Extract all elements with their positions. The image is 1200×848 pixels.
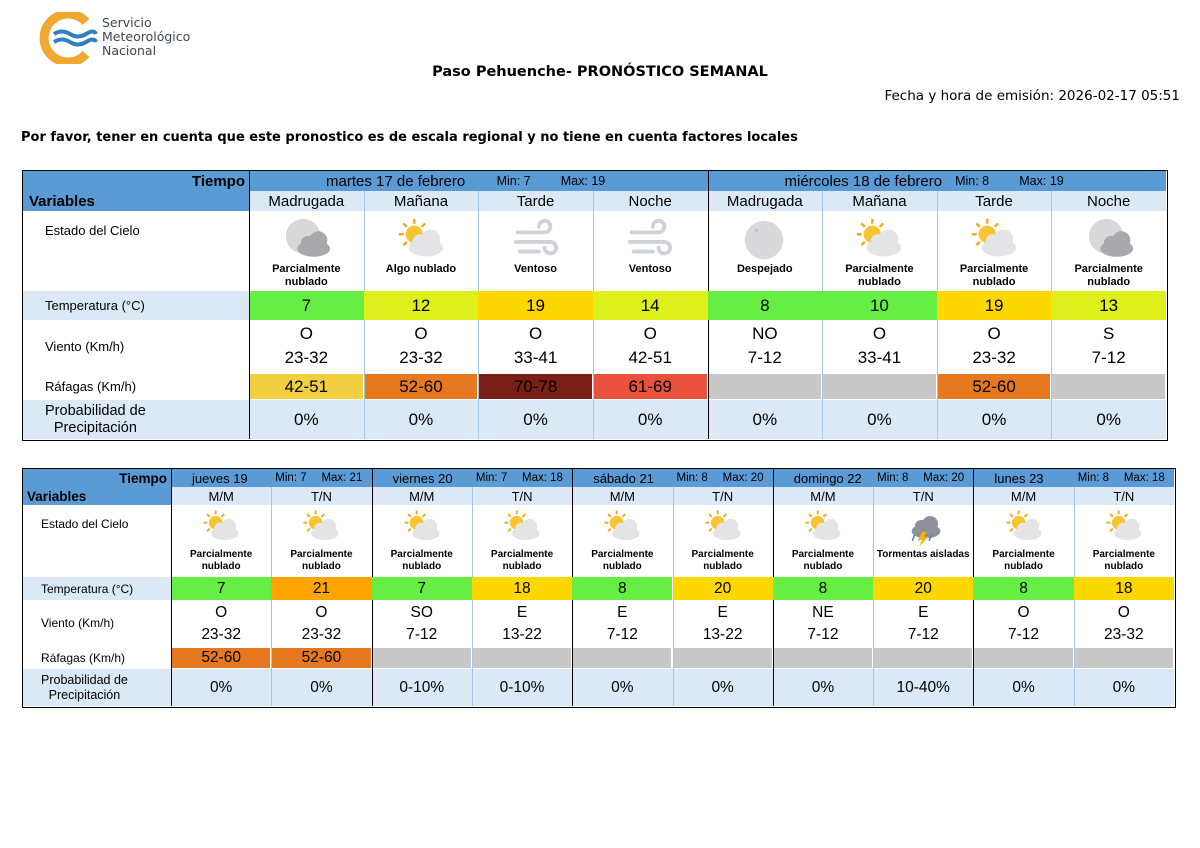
day-name: domingo 22 — [793, 470, 862, 486]
sky-cell — [773, 505, 873, 577]
temperature-value: 21 — [271, 577, 371, 600]
smn-logo — [36, 12, 226, 64]
temperature-value: 8 — [973, 577, 1073, 600]
wind-direction: O — [299, 324, 313, 343]
prob-label-line1: Probabilidad de — [41, 673, 128, 688]
variables-label: Variables — [27, 488, 87, 504]
prob-label-line1: Probabilidad de — [45, 402, 146, 419]
day-min-label: Min: 7 — [275, 472, 307, 484]
precipitation-probability: 0% — [711, 678, 734, 696]
wind-speed: 42-51 — [628, 348, 672, 367]
wind-speed: 13-22 — [502, 626, 542, 643]
gust-value — [373, 648, 471, 668]
sun-cloud-icon — [397, 217, 445, 265]
sky-icon-wrap — [1074, 509, 1174, 547]
sky-cell — [1074, 505, 1174, 577]
day-max-label: Max: 20 — [722, 472, 764, 484]
wind-speed: 23-32 — [301, 626, 342, 643]
precipitation-probability: 10-40% — [896, 678, 950, 696]
label-estado: Estado del Cielo — [41, 517, 129, 531]
precipitation-probability: 0% — [752, 409, 778, 429]
precipitation-probability: 0% — [310, 678, 333, 696]
label-probabilidad — [41, 669, 128, 706]
tiempo-label: Tiempo — [191, 172, 245, 190]
sky-description: Tormentas aisladas — [876, 549, 970, 560]
sky-icon-wrap — [973, 509, 1073, 547]
day-name: miércoles 18 de febrero — [784, 172, 943, 190]
temperature-value: 18 — [1074, 577, 1174, 600]
day-name: sábado 21 — [593, 470, 654, 486]
sky-icon-wrap — [708, 217, 823, 265]
temperature-value: 7 — [171, 577, 271, 600]
sky-description: Parcialmente nublado — [272, 263, 341, 289]
day-min-label: Min: 8 — [877, 472, 909, 484]
sky-icon-wrap — [249, 217, 364, 265]
temperature-value: 19 — [478, 291, 593, 320]
day-min-label: Min: 7 — [475, 472, 508, 484]
wind-cell — [673, 600, 773, 646]
sky-cell — [822, 211, 937, 291]
temperature-value: 8 — [708, 291, 823, 320]
day-max-label: Max: 18 — [1123, 472, 1165, 484]
temperature-value: 8 — [773, 577, 873, 600]
gust-value — [1075, 648, 1173, 668]
wind-cell — [973, 600, 1073, 646]
regional-notice: Por favor, tener en cuenta que este pronostico es de escala regional y no tiene en cuenta factores locales — [21, 130, 798, 145]
wind-direction: E — [918, 604, 929, 621]
sky-icon-wrap — [171, 509, 271, 547]
temperature-value: 20 — [673, 577, 773, 600]
sky-cell — [708, 211, 823, 291]
sun-cloud-icon — [503, 509, 541, 547]
wind-direction: O — [1017, 604, 1030, 621]
wind-direction: O — [643, 324, 657, 343]
sky-cell — [973, 505, 1073, 577]
sky-icon-wrap — [673, 509, 773, 547]
forecast-table-days-1-2 — [22, 170, 1168, 441]
temperature-value: 10 — [822, 291, 937, 320]
wind-cell — [372, 600, 472, 646]
prob-label-line2: Precipitación — [53, 419, 137, 436]
day-min-label: Min: 8 — [955, 174, 990, 188]
gust-value: 42-51 — [250, 374, 363, 399]
org-name: Servicio Meteorológico Nacional — [102, 15, 191, 58]
period-name: Tarde — [516, 192, 555, 210]
tiempo-label: Tiempo — [119, 470, 167, 486]
forecast-table-days-3-7 — [22, 468, 1176, 708]
label-rafagas: Ráfagas (Km/h) — [41, 650, 126, 665]
gust-value — [1052, 374, 1165, 399]
wind-cell — [873, 600, 973, 646]
wind-speed: 7-12 — [406, 626, 438, 643]
wind-cell — [937, 320, 1052, 372]
sun-cloud-icon — [202, 509, 240, 547]
prob-label-line2: Precipitación — [48, 687, 121, 702]
sky-description: Parcialmente nublado — [290, 549, 353, 572]
precipitation-probability: 0% — [981, 409, 1007, 429]
sky-description: Algo nublado — [385, 263, 457, 275]
precipitation-probability: 0% — [294, 409, 319, 429]
gust-value: 52-60 — [172, 648, 270, 668]
wind-direction: NE — [812, 604, 834, 621]
sun-cloud-icon — [1105, 509, 1143, 547]
day-name: viernes 20 — [392, 470, 453, 486]
sun-cloud-icon — [970, 217, 1018, 265]
period-name: Madrugada — [726, 192, 803, 210]
day-max-label: Max: 21 — [321, 472, 363, 484]
gust-value: 61-69 — [594, 374, 707, 399]
wind-icon — [512, 217, 560, 265]
label-temperatura: Temperatura (°C) — [45, 298, 145, 313]
sky-description: Parcialmente nublado — [490, 549, 554, 572]
gust-value — [974, 648, 1072, 668]
wind-icon — [626, 217, 674, 265]
wind-cell — [1051, 320, 1166, 372]
emission-date: Fecha y hora de emisión: 2026-02-17 05:51 — [884, 88, 1180, 104]
sky-icon-wrap — [372, 509, 472, 547]
label-viento: Viento (Km/h) — [45, 338, 125, 354]
wind-speed: 23-32 — [284, 348, 329, 367]
wind-direction: O — [414, 324, 428, 343]
wind-speed: 7-12 — [606, 626, 638, 643]
gust-value: 70-78 — [479, 374, 592, 399]
sun-cloud-icon — [855, 217, 903, 265]
sky-description: Parcialmente nublado — [190, 549, 253, 572]
period-name: T/N — [310, 488, 332, 504]
label-divider — [249, 171, 250, 439]
wind-speed: 33-41 — [857, 348, 902, 367]
gust-value — [473, 648, 571, 668]
wind-cell — [1074, 600, 1174, 646]
sky-description: Parcialmente nublado — [1092, 549, 1155, 572]
wind-direction: O — [215, 604, 228, 621]
day-max-label: Max: 18 — [522, 472, 563, 484]
wind-speed: 23-32 — [972, 348, 1016, 367]
sky-cell — [572, 505, 672, 577]
wind-cell — [593, 320, 708, 372]
precipitation-probability: 0% — [611, 678, 634, 696]
sky-description: Parcialmente nublado — [390, 549, 453, 572]
label-rafagas: Ráfagas (Km/h) — [45, 378, 137, 394]
storm-icon — [904, 509, 942, 547]
wind-speed: 7-12 — [807, 626, 839, 643]
sky-cell — [271, 505, 371, 577]
precipitation-probability: 0% — [1112, 678, 1136, 696]
wind-cell — [171, 600, 271, 646]
gust-value: 52-60 — [938, 374, 1051, 399]
smn-logo-icon — [36, 12, 98, 64]
sky-description: Parcialmente nublado — [992, 549, 1055, 572]
sky-cell — [171, 505, 271, 577]
period-name: Noche — [628, 192, 672, 210]
sky-description: Parcialmente nublado — [1074, 263, 1143, 289]
temperature-value: 14 — [593, 291, 708, 320]
label-temperatura: Temperatura (°C) — [41, 581, 134, 596]
sky-cell — [937, 211, 1052, 291]
sky-cell — [249, 211, 364, 291]
wind-direction: SO — [410, 604, 433, 621]
sky-icon-wrap — [271, 509, 371, 547]
gust-value — [823, 374, 936, 399]
temperature-value: 8 — [572, 577, 672, 600]
day-min-label: Min: 8 — [676, 472, 708, 484]
wind-speed: 7-12 — [907, 626, 939, 643]
precipitation-probability: 0-10% — [399, 678, 445, 696]
sky-icon-wrap — [593, 217, 708, 265]
label-viento: Viento (Km/h) — [41, 616, 115, 630]
sky-icon-wrap — [364, 217, 479, 265]
label-estado: Estado del Cielo — [45, 222, 140, 238]
wind-cell — [773, 600, 873, 646]
precipitation-probability: 0% — [1096, 409, 1121, 429]
variables-label: Variables — [29, 192, 95, 210]
sky-description: Parcialmente nublado — [691, 549, 754, 572]
sky-icon-wrap — [873, 509, 973, 547]
temperature-value: 12 — [364, 291, 479, 320]
day-max-label: Max: 19 — [1019, 174, 1064, 188]
sky-cell — [364, 211, 479, 291]
precipitation-probability: 0% — [408, 409, 434, 429]
temperature-value: 7 — [372, 577, 472, 600]
precipitation-probability: 0% — [209, 678, 233, 696]
day-name: lunes 23 — [994, 470, 1044, 486]
wind-cell — [271, 600, 371, 646]
wind-cell — [708, 320, 823, 372]
label-divider — [171, 469, 172, 706]
sky-cell — [472, 505, 572, 577]
sun-cloud-icon — [403, 509, 441, 547]
wind-direction: O — [872, 324, 887, 343]
sky-description: Parcialmente nublado — [591, 549, 654, 572]
gust-value: 52-60 — [272, 648, 370, 668]
precipitation-probability: 0% — [637, 409, 663, 429]
day-name: jueves 19 — [192, 470, 248, 486]
sky-icon-wrap — [472, 509, 572, 547]
sky-cell — [372, 505, 472, 577]
sky-icon-wrap — [773, 509, 873, 547]
period-name: Mañana — [852, 192, 907, 210]
period-name: Madrugada — [268, 192, 345, 210]
period-name: M/M — [208, 488, 234, 504]
precipitation-probability: 0% — [1012, 678, 1035, 696]
period-name: M/M — [409, 488, 435, 504]
sky-description: Despejado — [736, 263, 793, 275]
sky-description: Ventoso — [628, 263, 672, 275]
wind-cell — [572, 600, 672, 646]
wind-cell — [364, 320, 479, 372]
gust-value — [573, 648, 671, 668]
sky-icon-wrap — [478, 217, 593, 265]
period-name: M/M — [1010, 488, 1037, 504]
sun-cloud-icon — [603, 509, 641, 547]
wind-speed: 7-12 — [1008, 626, 1040, 643]
gust-value — [874, 648, 972, 668]
gust-value — [774, 648, 872, 668]
day-name: martes 17 de febrero — [326, 172, 466, 190]
wind-direction: NO — [752, 324, 778, 343]
sky-cell — [873, 505, 973, 577]
day-min-label: Min: 8 — [1077, 472, 1110, 484]
sun-cloud-icon — [704, 509, 742, 547]
sun-cloud-icon — [302, 509, 340, 547]
sky-description: Ventoso — [514, 263, 557, 275]
period-name: T/N — [511, 488, 533, 504]
wind-direction: O — [315, 604, 328, 621]
precipitation-probability: 0% — [811, 678, 835, 696]
wind-cell — [472, 600, 572, 646]
night-cloud-icon — [282, 217, 330, 265]
period-name: Noche — [1087, 192, 1131, 210]
period-name: Tarde — [975, 192, 1013, 210]
wind-direction: O — [528, 324, 543, 343]
wind-cell — [822, 320, 937, 372]
wind-direction: E — [516, 604, 528, 621]
wind-direction: O — [987, 324, 1001, 343]
wind-speed: 7-12 — [1091, 348, 1126, 367]
precipitation-probability: 0% — [867, 409, 892, 429]
period-name: T/N — [712, 488, 734, 504]
period-name: M/M — [609, 488, 635, 504]
sky-icon-wrap — [937, 217, 1052, 265]
moon-icon — [741, 217, 789, 265]
temperature-value: 19 — [937, 291, 1052, 320]
wind-cell — [249, 320, 364, 372]
period-name: Mañana — [393, 192, 449, 210]
sky-description: Parcialmente nublado — [791, 549, 855, 572]
sky-cell — [673, 505, 773, 577]
page-title: Paso Pehuenche- PRONÓSTICO SEMANAL — [432, 64, 768, 80]
gust-value — [674, 648, 772, 668]
wind-direction: E — [617, 604, 628, 621]
period-name: T/N — [1113, 488, 1135, 504]
wind-speed: 23-32 — [399, 348, 443, 367]
day-max-label: Max: 20 — [923, 472, 965, 484]
wind-speed: 7-12 — [747, 348, 782, 367]
sky-icon-wrap — [1051, 217, 1166, 265]
gust-value: 52-60 — [365, 374, 478, 399]
wind-direction: E — [717, 604, 728, 621]
sun-cloud-icon — [1005, 509, 1043, 547]
wind-speed: 23-32 — [201, 626, 241, 643]
sun-cloud-icon — [804, 509, 842, 547]
gust-value — [709, 374, 822, 399]
sky-cell — [478, 211, 593, 291]
sky-description: Parcialmente nublado — [845, 263, 914, 289]
temperature-value: 13 — [1051, 291, 1166, 320]
day-max-label: Max: 19 — [560, 174, 606, 188]
precipitation-probability: 0% — [523, 409, 548, 429]
sky-cell — [1051, 211, 1166, 291]
label-probabilidad — [45, 400, 146, 439]
period-name: T/N — [912, 488, 934, 504]
precipitation-probability: 0-10% — [499, 678, 545, 696]
temperature-value: 20 — [873, 577, 973, 600]
wind-speed: 33-41 — [513, 348, 558, 367]
temperature-value: 7 — [249, 291, 364, 320]
wind-direction: S — [1103, 324, 1115, 343]
wind-cell — [478, 320, 593, 372]
night-cloud-icon — [1085, 217, 1133, 265]
sky-icon-wrap — [822, 217, 937, 265]
sky-icon-wrap — [572, 509, 672, 547]
wind-speed: 23-32 — [1104, 626, 1144, 643]
day-min-label: Min: 7 — [496, 174, 531, 188]
wind-direction: O — [1117, 604, 1130, 621]
period-name: M/M — [810, 488, 836, 504]
sky-cell — [593, 211, 708, 291]
sky-description: Parcialmente nublado — [959, 263, 1029, 289]
temperature-value: 18 — [472, 577, 572, 600]
wind-speed: 13-22 — [702, 626, 743, 643]
